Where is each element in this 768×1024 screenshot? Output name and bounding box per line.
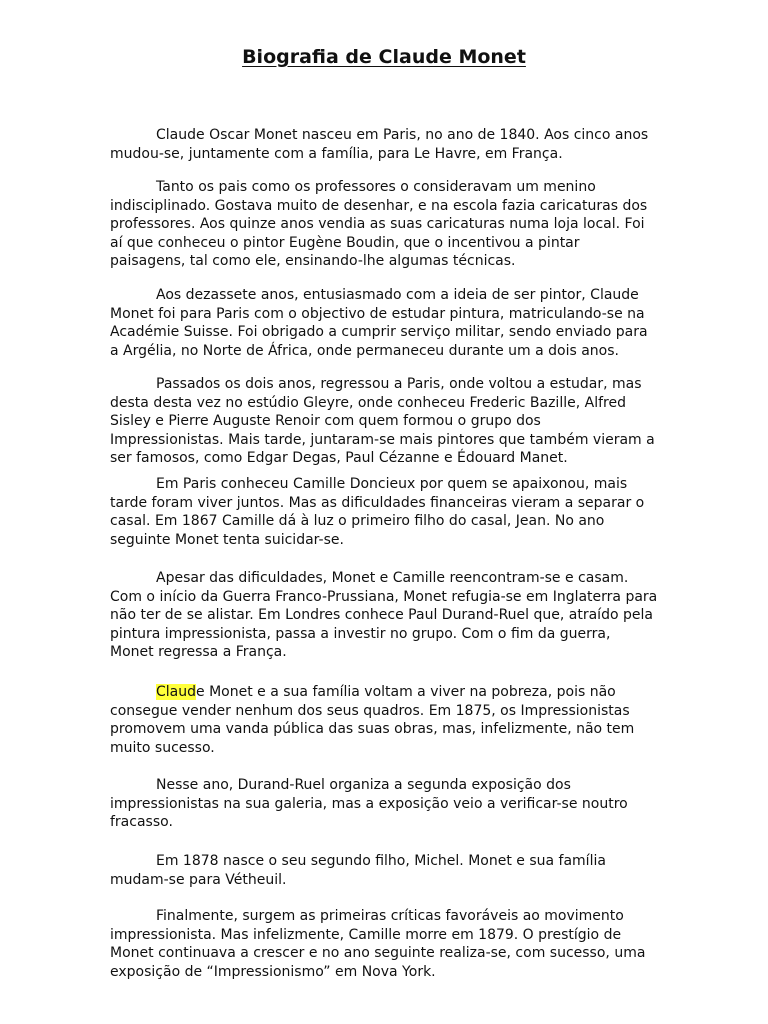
paragraph-7 bbox=[110, 683, 658, 757]
paragraph-4: Passados os dois anos, regressou a Paris, onde voltou a estudar, mas desta desta vez no estúdio Gleyre, onde conheceu Frederic Bazille, Alfred Sisley e Pierre Auguste Renoir com quem formou o grupo dos Impressionistas. Mais tarde, juntaram-se mais pintores que também vieram a ser famosos, como Edgar Degas, Paul Cézanne e Édouard Manet. bbox=[110, 376, 655, 466]
paragraph-3: Aos dezassete anos, entusiasmado com a ideia de ser pintor, Claude Monet foi para Paris com o objectivo de estudar pintura, matriculando-se na Académie Suisse. Foi obrigado a cumprir serviço militar, sendo enviado para a Argélia, no Norte de África, onde permaneceu durante um a dois anos. bbox=[110, 287, 648, 359]
paragraph-6: Apesar das dificuldades, Monet e Camille reencontram-se e casam. Com o início da Guerra Franco-Prussiana, Monet refugia-se em Inglaterra para não ter de se alistar. Em Londres conhece Paul Durand-Ruel que, atraído pela pintura impressionista, passa a investir no grupo. Com o fim da guerra, Monet regressa a França. bbox=[110, 570, 658, 660]
paragraph-8: Nesse ano, Durand-Ruel organiza a segunda exposição dos impressionistas na sua galeria, mas a exposição veio a verificar-se noutro fracasso. bbox=[110, 777, 628, 830]
paragraph-9: Em 1878 nasce o seu segundo filho, Michel. Monet e sua família mudam-se para Vétheuil. bbox=[110, 853, 606, 888]
paragraph-5: Em Paris conheceu Camille Doncieux por quem se apaixonou, mais tarde foram viver juntos. Mas as dificuldades financeiras vieram a separar o casal. Em 1867 Camille dá à luz o primeiro filho do casal, Jean. No ano seguinte Monet tenta suicidar-se. bbox=[110, 476, 645, 548]
paragraph-2: Tanto os pais como os professores o consideravam um menino indisciplinado. Gostava muito de desenhar, e na escola fazia caricaturas dos professores. Aos quinze anos vendia as suas caricaturas numa loja local. Foi aí que conheceu o pintor Eugène Boudin, que o incentivou a pintar paisagens, tal como ele, ensinando-lhe algumas técnicas. bbox=[110, 179, 648, 269]
paragraph-1: Claude Oscar Monet nasceu em Paris, no ano de 1840. Aos cinco anos mudou-se, juntamente com a família, para Le Havre, em França. bbox=[110, 127, 649, 162]
document-title: Biografia de Claude Monet bbox=[242, 46, 526, 68]
highlighted-text: Claud bbox=[156, 684, 197, 700]
paragraph-7-text: e Monet e a sua família voltam a viver na pobreza, pois não consegue vender nenhum dos seus quadros. Em 1875, os Impressionistas promovem uma vanda pública das suas obras, mas, infelizmente, não tem muito sucesso. bbox=[110, 684, 635, 756]
paragraph-10: Finalmente, surgem as primeiras críticas favoráveis ao movimento impressionista. Mas infelizmente, Camille morre em 1879. O prestígio de Monet continuava a crescer e no ano seguinte realiza-se, com sucesso, uma exposição de “Impressionismo” em Nova York. bbox=[110, 908, 646, 980]
